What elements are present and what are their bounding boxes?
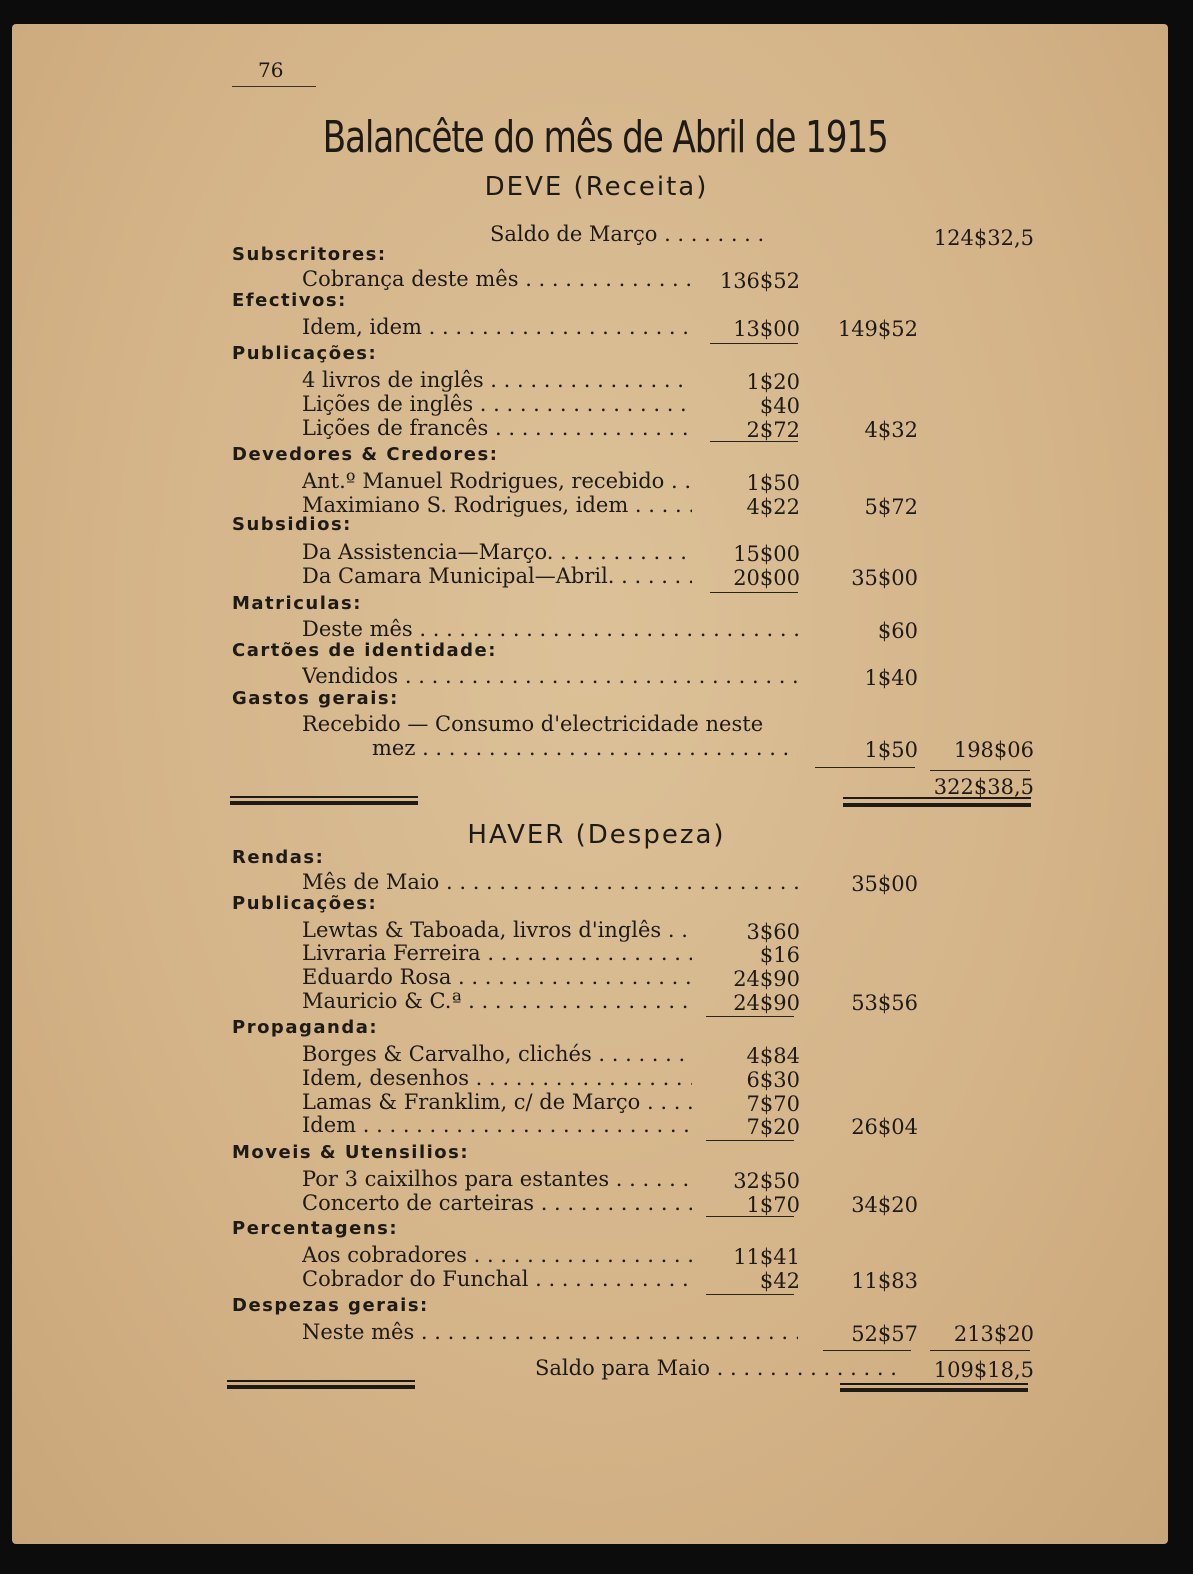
haver-category: Propaganda:	[232, 1017, 379, 1038]
haver-heading: HAVER (Despeza)	[467, 820, 726, 850]
haver-amount-item: 4$84	[746, 1044, 800, 1068]
haver-amount-item: $16	[759, 943, 800, 967]
haver-entry-label: Idem . . .	[302, 1113, 692, 1137]
deve-amount-subtotal: 35$00	[851, 566, 918, 590]
deve-amount-total: 198$06	[953, 738, 1034, 762]
deve-end-rule-left-2	[230, 801, 418, 805]
haver-subtotal-rule	[706, 1140, 794, 1141]
haver-entry-label: Aos cobradores . . .	[302, 1243, 692, 1267]
deve-category: Matriculas:	[232, 593, 362, 614]
saldo-marco-value: 124$32,5	[933, 226, 1034, 250]
haver-amount-item: $42	[759, 1269, 800, 1293]
haver-category: Moveis & Utensilios:	[232, 1142, 470, 1163]
deve-end-rule-left-1	[230, 796, 418, 798]
haver-amount-subtotal: 52$57	[851, 1322, 918, 1346]
page-number-rule	[232, 86, 316, 87]
deve-subtotal-rule	[930, 770, 1030, 771]
haver-end-rule-left-2	[227, 1385, 415, 1389]
haver-entry-label: Concerto de carteiras . . .	[302, 1191, 692, 1215]
deve-subtotal-rule	[710, 343, 798, 344]
haver-entry-label: Livraria Ferreira . . .	[302, 941, 692, 965]
deve-entry-label: 4 livros de inglês . . .	[302, 368, 692, 392]
haver-amount-item: 6$30	[746, 1068, 800, 1092]
haver-amount-item: 7$70	[746, 1092, 800, 1116]
deve-entry-label: Lições de francês . . .	[302, 416, 692, 440]
deve-heading: DEVE (Receita)	[484, 172, 709, 202]
deve-amount-item: 136$52	[719, 269, 800, 293]
haver-amount-subtotal: 11$83	[851, 1269, 918, 1293]
haver-amount-total: 213$20	[953, 1322, 1034, 1346]
deve-amount-subtotal: 149$52	[837, 317, 918, 341]
deve-subtotal-rule	[710, 592, 798, 593]
haver-end-rule-right-1	[840, 1383, 1028, 1385]
deve-entry-label: Deste mês . . .	[302, 617, 798, 641]
deve-entry-label: Da Assistencia—Março. . . .	[302, 540, 692, 564]
deve-category: Publicações:	[232, 343, 378, 364]
deve-amount-item: 15$00	[733, 542, 800, 566]
deve-amount-item: 4$22	[746, 495, 800, 519]
deve-entry-label: Idem, idem . . .	[302, 315, 692, 339]
haver-entry-label: Mauricio & C.ª . . .	[302, 989, 692, 1013]
haver-entry-label: Eduardo Rosa . . .	[302, 965, 692, 989]
deve-total: 322$38,5	[933, 775, 1034, 799]
haver-entry-label: Cobrador do Funchal . . .	[302, 1267, 692, 1291]
haver-category: Percentagens:	[232, 1218, 399, 1239]
haver-category: Despezas gerais:	[232, 1295, 429, 1316]
haver-end-rule-left-1	[227, 1380, 415, 1382]
deve-amount-subtotal: 4$32	[864, 418, 918, 442]
haver-amount-item: 1$70	[746, 1193, 800, 1217]
haver-amount-item: 3$60	[746, 920, 800, 944]
haver-amount-item: 24$90	[733, 967, 800, 991]
haver-amount-item: 32$50	[733, 1169, 800, 1193]
haver-amount-item: 7$20	[746, 1115, 800, 1139]
deve-amount-subtotal: 1$50	[864, 738, 918, 762]
haver-subtotal-rule	[706, 1294, 794, 1295]
haver-amount-subtotal: 35$00	[851, 872, 918, 896]
haver-subtotal-rule	[930, 1350, 1030, 1351]
haver-subtotal-rule	[706, 1016, 794, 1017]
deve-amount-item: 1$20	[746, 370, 800, 394]
deve-amount-item: 13$00	[733, 317, 800, 341]
haver-category: Publicações:	[232, 893, 378, 914]
deve-entry-label: Vendidos . . .	[302, 664, 798, 688]
deve-entry-label: mez . . .	[372, 736, 798, 760]
deve-entry-label: Lições de inglês . . .	[302, 392, 692, 416]
saldo-marco-label: Saldo de Março . . . . . . . .	[490, 222, 765, 246]
saldo-maio-value: 109$18,5	[933, 1358, 1034, 1382]
page-title: Balancête do mês de Abril de 1915	[322, 112, 888, 163]
deve-entry-label: Ant.º Manuel Rodrigues, recebido . . .	[302, 469, 692, 493]
deve-entry-label: Maximiano S. Rodrigues, idem . . .	[302, 493, 692, 517]
haver-entry-label: Idem, desenhos . . .	[302, 1066, 692, 1090]
haver-entry-label: Por 3 caixilhos para estantes . . .	[302, 1167, 692, 1191]
deve-amount-subtotal: 1$40	[864, 666, 918, 690]
haver-entry-label: Neste mês . . .	[302, 1320, 798, 1344]
haver-amount-subtotal: 34$20	[851, 1193, 918, 1217]
haver-subtotal-rule	[706, 1216, 794, 1217]
deve-category: Cartões de identidade:	[232, 640, 497, 661]
haver-entry-label: Borges & Carvalho, clichés . . .	[302, 1042, 692, 1066]
deve-end-rule-right	[843, 803, 1031, 807]
haver-amount-item: 24$90	[733, 991, 800, 1015]
haver-amount-subtotal: 53$56	[851, 991, 918, 1015]
haver-subtotal-rule	[823, 1350, 911, 1351]
deve-amount-item: $40	[759, 394, 800, 418]
haver-amount-subtotal: 26$04	[851, 1115, 918, 1139]
deve-category: Efectivos:	[232, 290, 347, 311]
deve-category: Gastos gerais:	[232, 688, 399, 709]
deve-amount-item: 20$00	[733, 566, 800, 590]
deve-subtotal-rule	[815, 767, 915, 768]
deve-amount-item: 1$50	[746, 471, 800, 495]
saldo-maio-label: Saldo para Maio . . . . . . . . . . . . . .	[535, 1356, 897, 1380]
haver-end-rule-right-2	[840, 1388, 1028, 1392]
haver-entry-label: Lamas & Franklim, c/ de Março . . .	[302, 1090, 692, 1114]
deve-amount-subtotal: $60	[877, 619, 918, 643]
deve-subtotal-rule	[710, 441, 798, 442]
deve-entry-label: Recebido — Consumo d'electricidade neste	[302, 712, 764, 736]
deve-entry-label: Cobrança deste mês . . .	[302, 267, 692, 291]
deve-amount-subtotal: 5$72	[864, 495, 918, 519]
deve-category: Subscritores:	[232, 244, 387, 265]
deve-amount-item: 2$72	[746, 418, 800, 442]
haver-category: Rendas:	[232, 847, 325, 868]
haver-entry-label: Mês de Maio . . .	[302, 870, 798, 894]
deve-category: Devedores & Credores:	[232, 444, 499, 465]
page-number: 76	[258, 58, 284, 82]
deve-entry-label: Da Camara Municipal—Abril. . . .	[302, 564, 692, 588]
deve-category: Subsidios:	[232, 514, 352, 535]
haver-amount-item: 11$41	[733, 1245, 800, 1269]
haver-entry-label: Lewtas & Taboada, livros d'inglês . . .	[302, 918, 692, 942]
